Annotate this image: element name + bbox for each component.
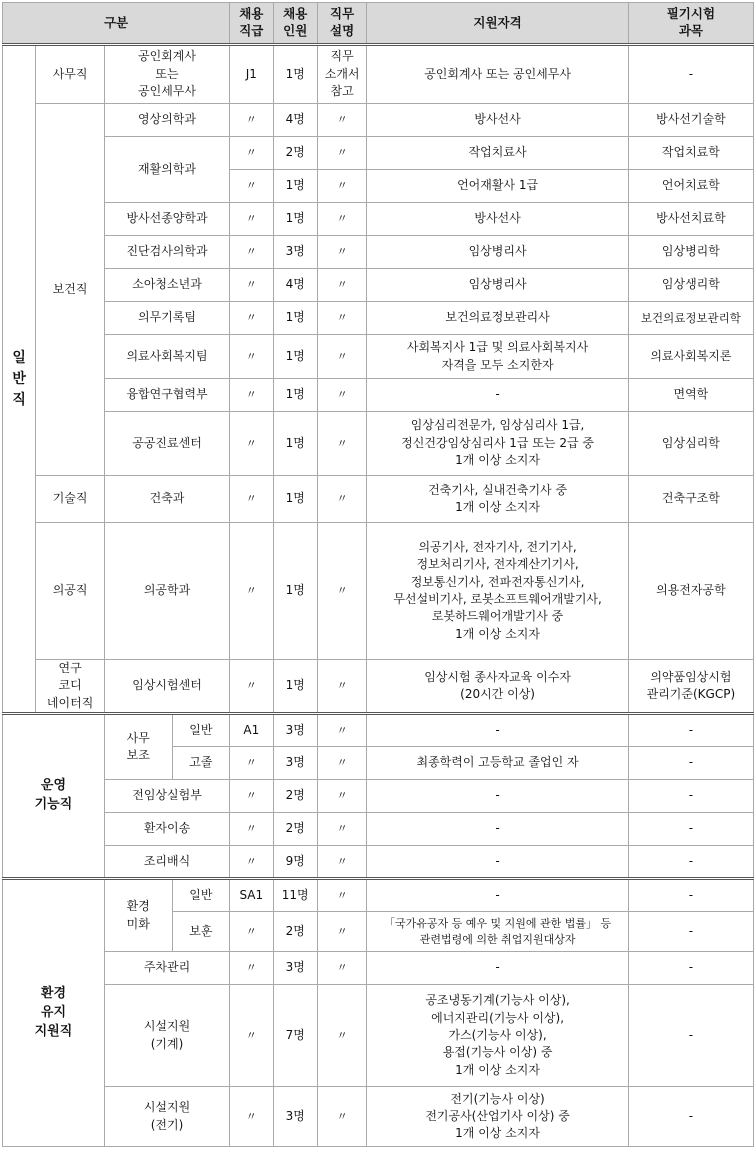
- count-cell: 1명: [273, 412, 317, 476]
- qual-cell: 보건의료정보관리사: [367, 302, 628, 335]
- table-row: [3, 335, 754, 379]
- grade-cell: 〃: [230, 1087, 273, 1147]
- dept-cell: 재활의학과: [104, 137, 229, 203]
- dept-cell: 시설지원 (전기): [104, 1087, 229, 1147]
- exam-cell: -: [628, 813, 753, 846]
- exam-cell: -: [628, 912, 753, 952]
- qual-cell: 작업치료사: [367, 137, 628, 170]
- exam-cell: -: [628, 780, 753, 813]
- desc-cell: 〃: [317, 846, 366, 879]
- category-environment: 환경 유지 지원직: [3, 879, 105, 1147]
- count-cell: 3명: [273, 236, 317, 269]
- dept-cell: 영상의학과: [104, 104, 229, 137]
- sub-cell: 일반: [172, 879, 230, 912]
- count-cell: 4명: [273, 104, 317, 137]
- qual-cell: 「국가유공자 등 예우 및 지원에 관한 법률」 등 관련법령에 의한 취업지원대상자: [367, 912, 628, 952]
- desc-cell: 〃: [317, 780, 366, 813]
- exam-cell: 방사선치료학: [628, 203, 753, 236]
- exam-cell: -: [628, 714, 753, 747]
- count-cell: 7명: [273, 985, 317, 1087]
- qual-cell: -: [367, 952, 628, 985]
- exam-cell: 의약품임상시험 관리기준(KGCP): [628, 660, 753, 714]
- table-row: [3, 1087, 754, 1147]
- desc-cell: 〃: [317, 476, 366, 523]
- count-cell: 4명: [273, 269, 317, 302]
- count-cell: 9명: [273, 846, 317, 879]
- count-cell: 3명: [273, 1087, 317, 1147]
- desc-cell: 〃: [317, 747, 366, 780]
- grade-cell: 〃: [230, 476, 273, 523]
- count-cell: 1명: [273, 45, 317, 104]
- qual-cell: 공인회계사 또는 공인세무사: [367, 45, 628, 104]
- grade-cell: 〃: [230, 412, 273, 476]
- table-row: [3, 879, 754, 912]
- dept-cell: 소아청소년과: [104, 269, 229, 302]
- count-cell: 2명: [273, 912, 317, 952]
- desc-cell: 〃: [317, 379, 366, 412]
- table-row: [3, 236, 754, 269]
- grade-cell: SA1: [230, 879, 273, 912]
- exam-cell: -: [628, 846, 753, 879]
- header-exam: 필기시험 과목: [628, 3, 753, 45]
- exam-cell: 방사선기술학: [628, 104, 753, 137]
- dept-cell: 의료사회복지팀: [104, 335, 229, 379]
- qual-cell: 전기(기능사 이상) 전기공사(산업기사 이상) 중 1개 이상 소지자: [367, 1087, 628, 1147]
- header-qualification: 지원자격: [367, 3, 628, 45]
- grade-cell: 〃: [230, 137, 273, 170]
- dept-cell: 진단검사의학과: [104, 236, 229, 269]
- count-cell: 2명: [273, 137, 317, 170]
- desc-cell: 〃: [317, 335, 366, 379]
- qual-cell: 방사선사: [367, 203, 628, 236]
- qual-cell: -: [367, 813, 628, 846]
- exam-cell: 임상병리학: [628, 236, 753, 269]
- exam-cell: 건축구조학: [628, 476, 753, 523]
- exam-cell: -: [628, 1087, 753, 1147]
- grade-cell: 〃: [230, 170, 273, 203]
- grade-cell: 〃: [230, 203, 273, 236]
- exam-cell: 의료사회복지론: [628, 335, 753, 379]
- table-row: [3, 846, 754, 879]
- dept-cell: 건축과: [104, 476, 229, 523]
- table-row: [3, 813, 754, 846]
- qual-cell: 임상병리사: [367, 269, 628, 302]
- header-count: 채용 인원: [273, 3, 317, 45]
- grade-cell: 〃: [230, 747, 273, 780]
- count-cell: 1명: [273, 476, 317, 523]
- desc-cell: 〃: [317, 952, 366, 985]
- sub-cell: 보훈: [172, 912, 230, 952]
- count-cell: 1명: [273, 660, 317, 714]
- qual-cell: -: [367, 879, 628, 912]
- group-beautify: 환경 미화: [104, 879, 172, 952]
- dept-cell: 시설지원 (기계): [104, 985, 229, 1087]
- qual-cell: -: [367, 714, 628, 747]
- desc-cell: 〃: [317, 879, 366, 912]
- qual-cell: 임상심리전문가, 임상심리사 1급, 정신건강임상심리사 1급 또는 2급 중 1개 이상 소지자: [367, 412, 628, 476]
- table-row: [3, 985, 754, 1087]
- grade-cell: J1: [230, 45, 273, 104]
- grade-cell: 〃: [230, 302, 273, 335]
- count-cell: 3명: [273, 714, 317, 747]
- exam-cell: -: [628, 879, 753, 912]
- desc-cell: 〃: [317, 412, 366, 476]
- table-row: [3, 714, 754, 747]
- header-grade: 채용 직급: [230, 3, 273, 45]
- count-cell: 11명: [273, 879, 317, 912]
- qual-cell: 언어재활사 1급: [367, 170, 628, 203]
- desc-cell: 〃: [317, 302, 366, 335]
- qual-cell: 최종학력이 고등학교 졸업인 자: [367, 747, 628, 780]
- dept-cell: 주차관리: [104, 952, 229, 985]
- exam-cell: 언어치료학: [628, 170, 753, 203]
- qual-cell: 사회복지사 1급 및 의료사회복지사 자격을 모두 소지한자: [367, 335, 628, 379]
- desc-cell: 〃: [317, 660, 366, 714]
- grade-cell: 〃: [230, 104, 273, 137]
- desc-cell: 〃: [317, 523, 366, 660]
- group-tech: 기술직: [36, 476, 105, 523]
- count-cell: 1명: [273, 523, 317, 660]
- dept-cell: 의무기록팀: [104, 302, 229, 335]
- desc-cell: 〃: [317, 714, 366, 747]
- exam-cell: 면역학: [628, 379, 753, 412]
- category-operation: 운영 기능직: [3, 714, 105, 879]
- qual-cell: -: [367, 846, 628, 879]
- count-cell: 1명: [273, 203, 317, 236]
- grade-cell: 〃: [230, 780, 273, 813]
- grade-cell: 〃: [230, 523, 273, 660]
- grade-cell: 〃: [230, 985, 273, 1087]
- desc-cell: 〃: [317, 269, 366, 302]
- dept-cell: 방사선종양학과: [104, 203, 229, 236]
- exam-cell: 임상생리학: [628, 269, 753, 302]
- desc-cell: 〃: [317, 203, 366, 236]
- desc-cell: 〃: [317, 912, 366, 952]
- table-row: [3, 660, 754, 714]
- dept-cell: 공인회계사 또는 공인세무사: [104, 45, 229, 104]
- group-medeng: 의공직: [36, 523, 105, 660]
- desc-cell: 〃: [317, 985, 366, 1087]
- exam-cell: 작업치료학: [628, 137, 753, 170]
- table-row: [3, 45, 754, 104]
- recruitment-table: [2, 2, 754, 1147]
- dept-cell: 융합연구협력부: [104, 379, 229, 412]
- dept-cell: 임상시험센터: [104, 660, 229, 714]
- qual-cell: -: [367, 379, 628, 412]
- table-row: [3, 412, 754, 476]
- desc-cell: 〃: [317, 104, 366, 137]
- qual-cell: 건축기사, 실내건축기사 중 1개 이상 소지자: [367, 476, 628, 523]
- exam-cell: 의용전자공학: [628, 523, 753, 660]
- count-cell: 2명: [273, 780, 317, 813]
- grade-cell: 〃: [230, 379, 273, 412]
- sub-cell: 고졸: [172, 747, 230, 780]
- count-cell: 3명: [273, 952, 317, 985]
- grade-cell: 〃: [230, 912, 273, 952]
- count-cell: 2명: [273, 813, 317, 846]
- table-row: [3, 203, 754, 236]
- table-row: [3, 523, 754, 660]
- table-row: [3, 476, 754, 523]
- exam-cell: -: [628, 985, 753, 1087]
- table-row: [3, 379, 754, 412]
- qual-cell: -: [367, 780, 628, 813]
- desc-cell: 〃: [317, 813, 366, 846]
- desc-cell: 〃: [317, 1087, 366, 1147]
- header-jobdesc: 직무 설명: [317, 3, 366, 45]
- desc-cell: 〃: [317, 170, 366, 203]
- count-cell: 1명: [273, 335, 317, 379]
- dept-cell: 공공진료센터: [104, 412, 229, 476]
- grade-cell: 〃: [230, 335, 273, 379]
- qual-cell: 의공기사, 전자기사, 전기기사, 정보처리기사, 전자계산기기사, 정보통신기사, 전파전자통신기사, 무선설비기사, 로봇소프트웨어개발기사, 로봇하드웨어개발기사 중 1개 이상 소지자: [367, 523, 628, 660]
- group-coord: 연구 코디 네이터직: [36, 660, 105, 714]
- exam-cell: -: [628, 747, 753, 780]
- qual-cell: 공조냉동기계(기능사 이상), 에너지관리(기능사 이상), 가스(기능사 이상), 용접(기능사 이상) 중 1개 이상 소지자: [367, 985, 628, 1087]
- group-office-assist: 사무 보조: [104, 714, 172, 780]
- grade-cell: 〃: [230, 236, 273, 269]
- category-general: 일 반 직: [3, 45, 36, 714]
- qual-cell: 방사선사: [367, 104, 628, 137]
- count-cell: 1명: [273, 302, 317, 335]
- qual-cell: 임상시험 종사자교육 이수자 (20시간 이상): [367, 660, 628, 714]
- exam-cell: 보건의료정보관리학: [628, 302, 753, 335]
- grade-cell: 〃: [230, 660, 273, 714]
- desc-cell: 〃: [317, 137, 366, 170]
- count-cell: 1명: [273, 379, 317, 412]
- count-cell: 1명: [273, 170, 317, 203]
- table-row: [3, 302, 754, 335]
- exam-cell: -: [628, 45, 753, 104]
- dept-cell: 조리배식: [104, 846, 229, 879]
- grade-cell: 〃: [230, 813, 273, 846]
- qual-cell: 임상병리사: [367, 236, 628, 269]
- exam-cell: 임상심리학: [628, 412, 753, 476]
- dept-cell: 의공학과: [104, 523, 229, 660]
- dept-cell: 환자이송: [104, 813, 229, 846]
- grade-cell: 〃: [230, 846, 273, 879]
- grade-cell: A1: [230, 714, 273, 747]
- dept-cell: 전임상실험부: [104, 780, 229, 813]
- table-row: [3, 104, 754, 137]
- exam-cell: -: [628, 952, 753, 985]
- sub-cell: 일반: [172, 714, 230, 747]
- desc-cell: 직무 소개서 참고: [317, 45, 366, 104]
- group-health: 보건직: [36, 104, 105, 476]
- grade-cell: 〃: [230, 952, 273, 985]
- table-row: [3, 269, 754, 302]
- table-row: [3, 137, 754, 170]
- grade-cell: 〃: [230, 269, 273, 302]
- table-row: [3, 780, 754, 813]
- desc-cell: 〃: [317, 236, 366, 269]
- group-office: 사무직: [36, 45, 105, 104]
- header-division: 구분: [3, 3, 230, 45]
- table-row: [3, 952, 754, 985]
- count-cell: 3명: [273, 747, 317, 780]
